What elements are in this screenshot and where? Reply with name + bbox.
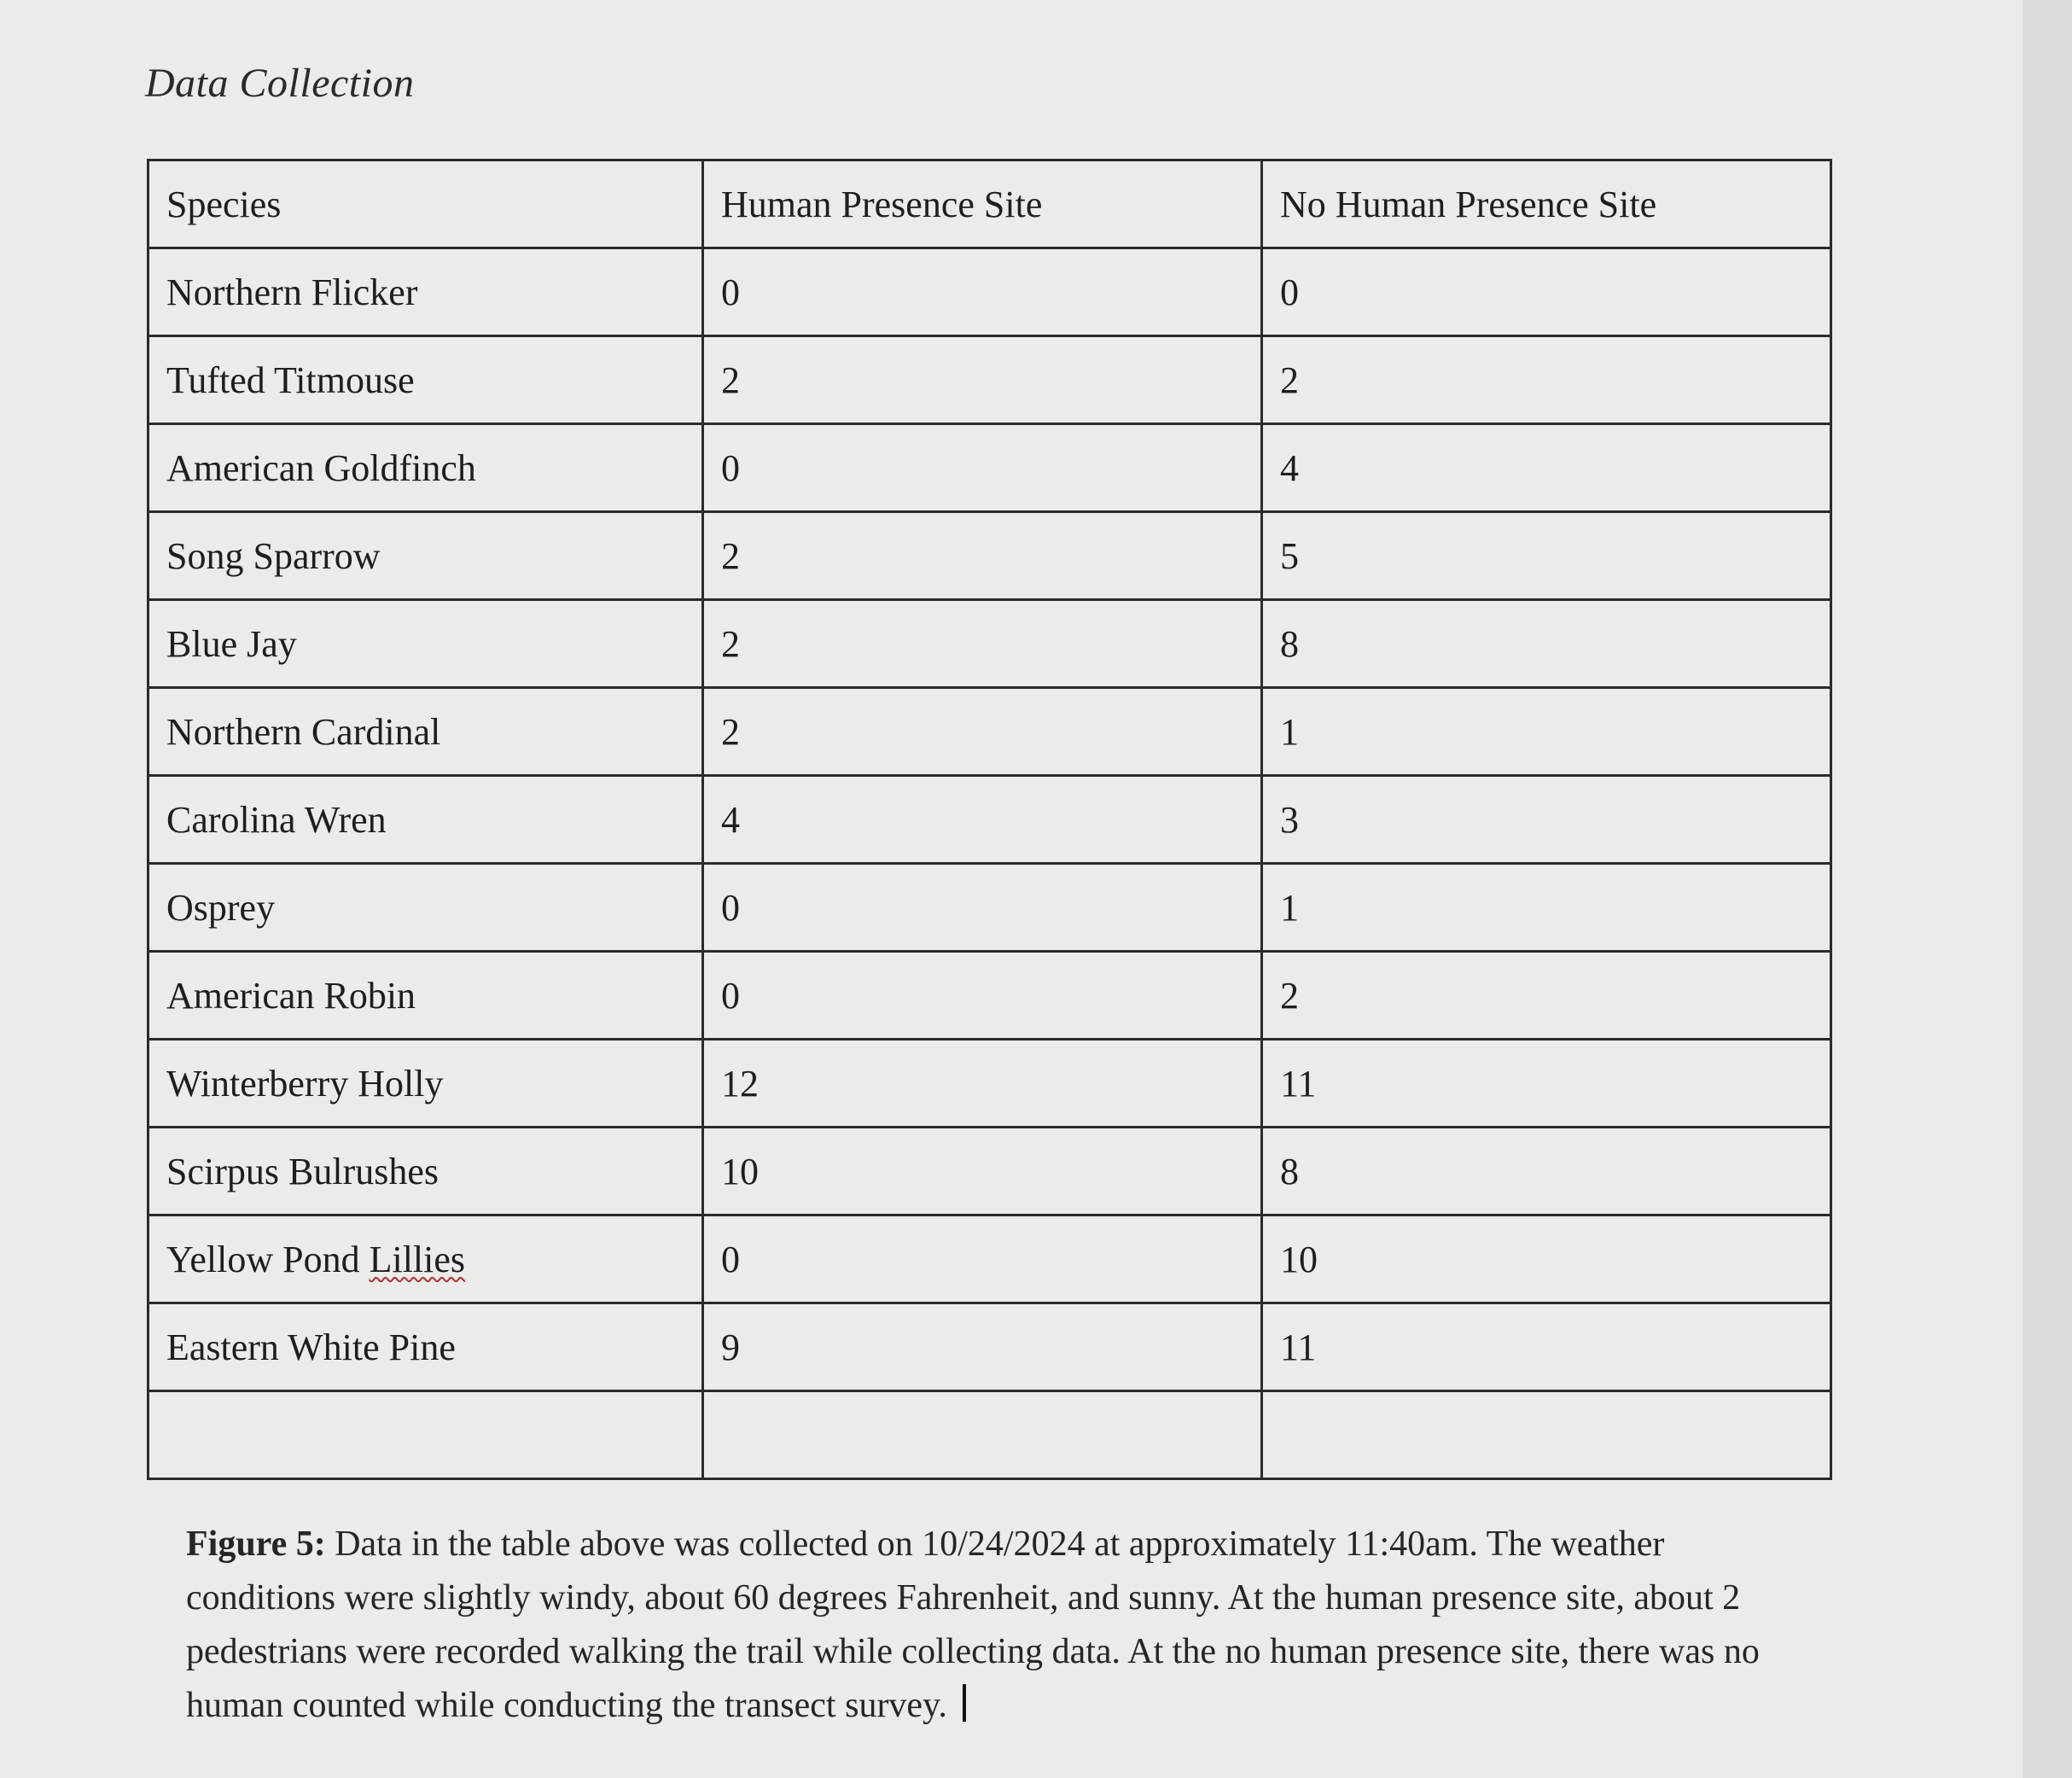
human-presence-count-cell[interactable]: 0: [703, 424, 1262, 512]
table-row: [148, 1040, 1831, 1128]
page-edge-background: [2023, 0, 2072, 1778]
human-presence-count-cell[interactable]: 2: [703, 600, 1262, 688]
text-cursor: [963, 1684, 966, 1722]
no-human-presence-count-cell[interactable]: 3: [1262, 776, 1831, 864]
human-presence-count-cell[interactable]: 10: [703, 1128, 1262, 1215]
no-human-presence-count-cell[interactable]: 5: [1262, 512, 1831, 600]
species-cell[interactable]: [148, 1391, 703, 1479]
species-cell[interactable]: Tufted Titmouse: [148, 336, 703, 424]
table-header-row: [148, 160, 1831, 248]
human-presence-count-cell[interactable]: 2: [703, 336, 1262, 424]
human-presence-count-cell[interactable]: 4: [703, 776, 1262, 864]
table-row: [148, 336, 1831, 424]
human-presence-count-cell[interactable]: 9: [703, 1303, 1262, 1391]
human-presence-count-cell[interactable]: 2: [703, 688, 1262, 776]
no-human-presence-count-cell[interactable]: 2: [1262, 952, 1831, 1040]
section-heading: Data Collection: [145, 61, 415, 106]
human-presence-count-cell[interactable]: 12: [703, 1040, 1262, 1128]
human-presence-count-cell[interactable]: 0: [703, 248, 1262, 336]
table-row: [148, 248, 1831, 336]
species-cell[interactable]: Yellow Pond Lillies: [148, 1215, 703, 1303]
species-cell[interactable]: Eastern White Pine: [148, 1303, 703, 1391]
header-no-human-presence-site[interactable]: No Human Presence Site: [1262, 160, 1831, 248]
human-presence-count-cell[interactable]: 2: [703, 512, 1262, 600]
no-human-presence-count-cell[interactable]: 10: [1262, 1215, 1831, 1303]
species-cell[interactable]: Northern Cardinal: [148, 688, 703, 776]
table-row: [148, 600, 1831, 688]
human-presence-count-cell[interactable]: [703, 1391, 1262, 1479]
human-presence-count-cell[interactable]: 0: [703, 864, 1262, 952]
figure-label: Figure 5:: [186, 1524, 326, 1564]
table-row: [148, 952, 1831, 1040]
table-row: [148, 512, 1831, 600]
table-row: [148, 424, 1831, 512]
human-presence-count-cell[interactable]: 0: [703, 952, 1262, 1040]
no-human-presence-count-cell[interactable]: 1: [1262, 864, 1831, 952]
no-human-presence-count-cell[interactable]: 2: [1262, 336, 1831, 424]
table-row: [148, 688, 1831, 776]
table-row: [148, 1303, 1831, 1391]
no-human-presence-count-cell[interactable]: 8: [1262, 600, 1831, 688]
species-cell[interactable]: Scirpus Bulrushes: [148, 1128, 703, 1215]
species-cell[interactable]: American Robin: [148, 952, 703, 1040]
species-cell[interactable]: American Goldfinch: [148, 424, 703, 512]
species-cell[interactable]: Northern Flicker: [148, 248, 703, 336]
figure-caption-text: Data in the table above was collected on 10/24/2024 at approximately 11:40am. The weather conditions were slightly windy, about 60 degrees Fahrenheit, and sunny. At the human presence site, about 2 pedestrians were recorded walking the trail while collecting data. At the no human presence site, there was no human counted while conducting the transect survey.: [186, 1524, 1760, 1725]
species-cell[interactable]: Carolina Wren: [148, 776, 703, 864]
table-row: [148, 1215, 1831, 1303]
no-human-presence-count-cell[interactable]: 4: [1262, 424, 1831, 512]
table-body: [148, 248, 1831, 1479]
no-human-presence-count-cell[interactable]: 11: [1262, 1303, 1831, 1391]
no-human-presence-count-cell[interactable]: 1: [1262, 688, 1831, 776]
species-cell[interactable]: Song Sparrow: [148, 512, 703, 600]
human-presence-count-cell[interactable]: 0: [703, 1215, 1262, 1303]
table-row: [148, 1391, 1831, 1479]
species-cell[interactable]: Osprey: [148, 864, 703, 952]
header-species[interactable]: Species: [148, 160, 703, 248]
no-human-presence-count-cell[interactable]: 8: [1262, 1128, 1831, 1215]
no-human-presence-count-cell[interactable]: 0: [1262, 248, 1831, 336]
figure-caption[interactable]: [186, 1518, 1807, 1733]
table-row: [148, 776, 1831, 864]
no-human-presence-count-cell[interactable]: [1262, 1391, 1831, 1479]
data-table-container: [147, 159, 1830, 1480]
species-cell[interactable]: Blue Jay: [148, 600, 703, 688]
no-human-presence-count-cell[interactable]: 11: [1262, 1040, 1831, 1128]
data-table: [147, 159, 1832, 1480]
table-row: [148, 1128, 1831, 1215]
header-human-presence-site[interactable]: Human Presence Site: [703, 160, 1262, 248]
table-row: [148, 864, 1831, 952]
spelling-error-word[interactable]: Lillies: [369, 1238, 466, 1280]
species-cell[interactable]: Winterberry Holly: [148, 1040, 703, 1128]
